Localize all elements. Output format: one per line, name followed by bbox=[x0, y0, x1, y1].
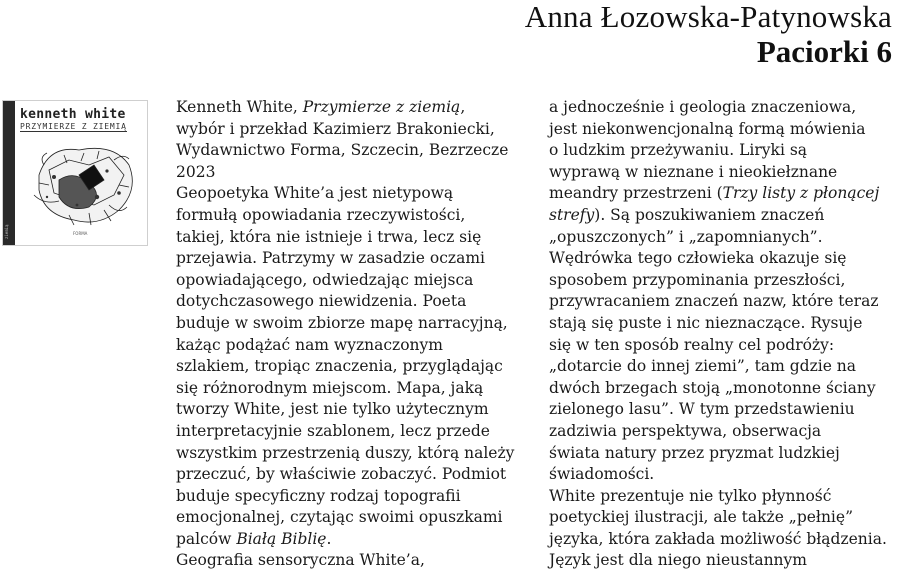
text-line: szlakiem, tropiąc znaczenia, przyglądając bbox=[176, 357, 503, 376]
cover-title: PRZYMIERZE Z ZIEMIĄ bbox=[20, 122, 127, 131]
book-cover-image bbox=[2, 100, 148, 246]
text-line: a jednocześnie i geologia znaczeniowa, bbox=[549, 98, 857, 116]
text-line: Geografia sensoryczna White’a, bbox=[176, 551, 425, 570]
text-line: każąc podążać nam wyznaczonym bbox=[176, 335, 443, 354]
text-line: dwóch brzegach stoją „monotonne ściany bbox=[549, 378, 876, 397]
text-line: świadomości. bbox=[549, 465, 655, 484]
text-line: jest niekonwencjonalną formą mówienia bbox=[549, 119, 866, 138]
text-column-right bbox=[549, 97, 894, 572]
text-line: Język jest dla niego nieustannym bbox=[549, 551, 807, 570]
text-line: „opuszczonych” i „zapomnianych”. bbox=[549, 227, 823, 246]
text-line: tworzy White, jest nie tylko użytecznym bbox=[176, 400, 489, 419]
article-header bbox=[525, 0, 892, 70]
text-line: dotychczasowego niewidzenia. Poeta bbox=[176, 292, 467, 311]
text-line: interpretacyjnie szablonem, lecz przede bbox=[176, 421, 490, 440]
text-line: opowiadającego, odwiedzając miejsca bbox=[176, 270, 474, 289]
text-line: wybór i przekład Kazimierz Brakoniecki, bbox=[176, 119, 495, 138]
text-line: się w ten sposób realny cel podróży: bbox=[549, 335, 835, 354]
text-line: o ludzkim przeżywaniu. Liryki są bbox=[549, 141, 808, 160]
text-line: stają się puste i nic nieznaczące. Rysuje bbox=[549, 313, 863, 332]
article-title: Paciorki 6 bbox=[756, 34, 892, 69]
text-line: Kenneth White, Przymierze z ziemią, bbox=[176, 98, 466, 116]
text-line: przeczuć, by właściwie zobaczyć. Podmiot bbox=[176, 465, 507, 484]
text-line: buduje specyficzny rodzaj topografii bbox=[176, 486, 461, 505]
text-line: „dotarcie do innej ziemi”, tam gdzie na bbox=[549, 357, 857, 376]
text-line: się różnorodnym miejscom. Mapa, jaką bbox=[176, 378, 484, 397]
text-line: poetyckiej ilustracji, ale także „pełnię” bbox=[549, 508, 853, 527]
text-line: Wędrówka tego człowieka okazuje się bbox=[549, 249, 847, 268]
text-line: 2023 bbox=[176, 162, 216, 181]
text-line: palców Białą Biblię. bbox=[176, 529, 332, 548]
cover-author: kenneth white bbox=[20, 107, 126, 122]
text-line: takiej, która nie istnieje i trwa, lecz się bbox=[176, 227, 482, 246]
text-line: przywracaniem znaczeń nazw, które teraz bbox=[549, 292, 879, 311]
text-line: wyprawą w nieznane i nieokiełznane bbox=[549, 162, 838, 181]
text-line: White prezentuje nie tylko płynność bbox=[549, 486, 832, 505]
text-line: emocjonalnej, czytając swoimi opuszkami bbox=[176, 508, 503, 527]
text-line: języka, która zakłada możliwość błądzenia. bbox=[549, 529, 887, 548]
text-line: przejawia. Patrzymy w zasadzie oczami bbox=[176, 249, 485, 268]
text-line: zadziwia perspektywa, obserwacja bbox=[549, 421, 822, 440]
cover-artwork bbox=[19, 135, 143, 229]
quoted-title-italic: Białą Biblię bbox=[236, 529, 327, 548]
text-line: strefy). Są poszukiwaniem znaczeń bbox=[549, 205, 825, 224]
text-line: buduje w swoim zbiorze mapę narracyjną, bbox=[176, 313, 508, 332]
text-line: Geopoetyka White’a jest nietypową bbox=[176, 184, 454, 203]
quoted-title-italic: Trzy listy z płonącej bbox=[722, 184, 880, 203]
book-title-italic: Przymierze z ziemią bbox=[302, 98, 461, 116]
text-line: zielonego lasu”. W tym przedstawieniu bbox=[549, 400, 855, 419]
text-line: Wydawnictwo Forma, Szczecin, Bezrzecze bbox=[176, 141, 509, 160]
text-column-left bbox=[176, 97, 536, 572]
text-line: sposobem przypominania przeszłości, bbox=[549, 270, 846, 289]
text-line: świata natury przez pryzmat ludzkiej bbox=[549, 443, 840, 462]
text-line: meandry przestrzeni (Trzy listy z płonącej bbox=[549, 184, 880, 203]
quoted-title-italic: strefy bbox=[549, 205, 595, 224]
text-line: wszystkim przestrzenią duszy, którą należy bbox=[176, 443, 515, 462]
text-line: formułą opowiadania rzeczywistości, bbox=[176, 205, 466, 224]
cover-publisher: FORMA bbox=[73, 231, 88, 236]
article-author: Anna Łozowska-Patynowska bbox=[524, 0, 892, 34]
book-spine-text: ziemią bbox=[4, 224, 9, 239]
